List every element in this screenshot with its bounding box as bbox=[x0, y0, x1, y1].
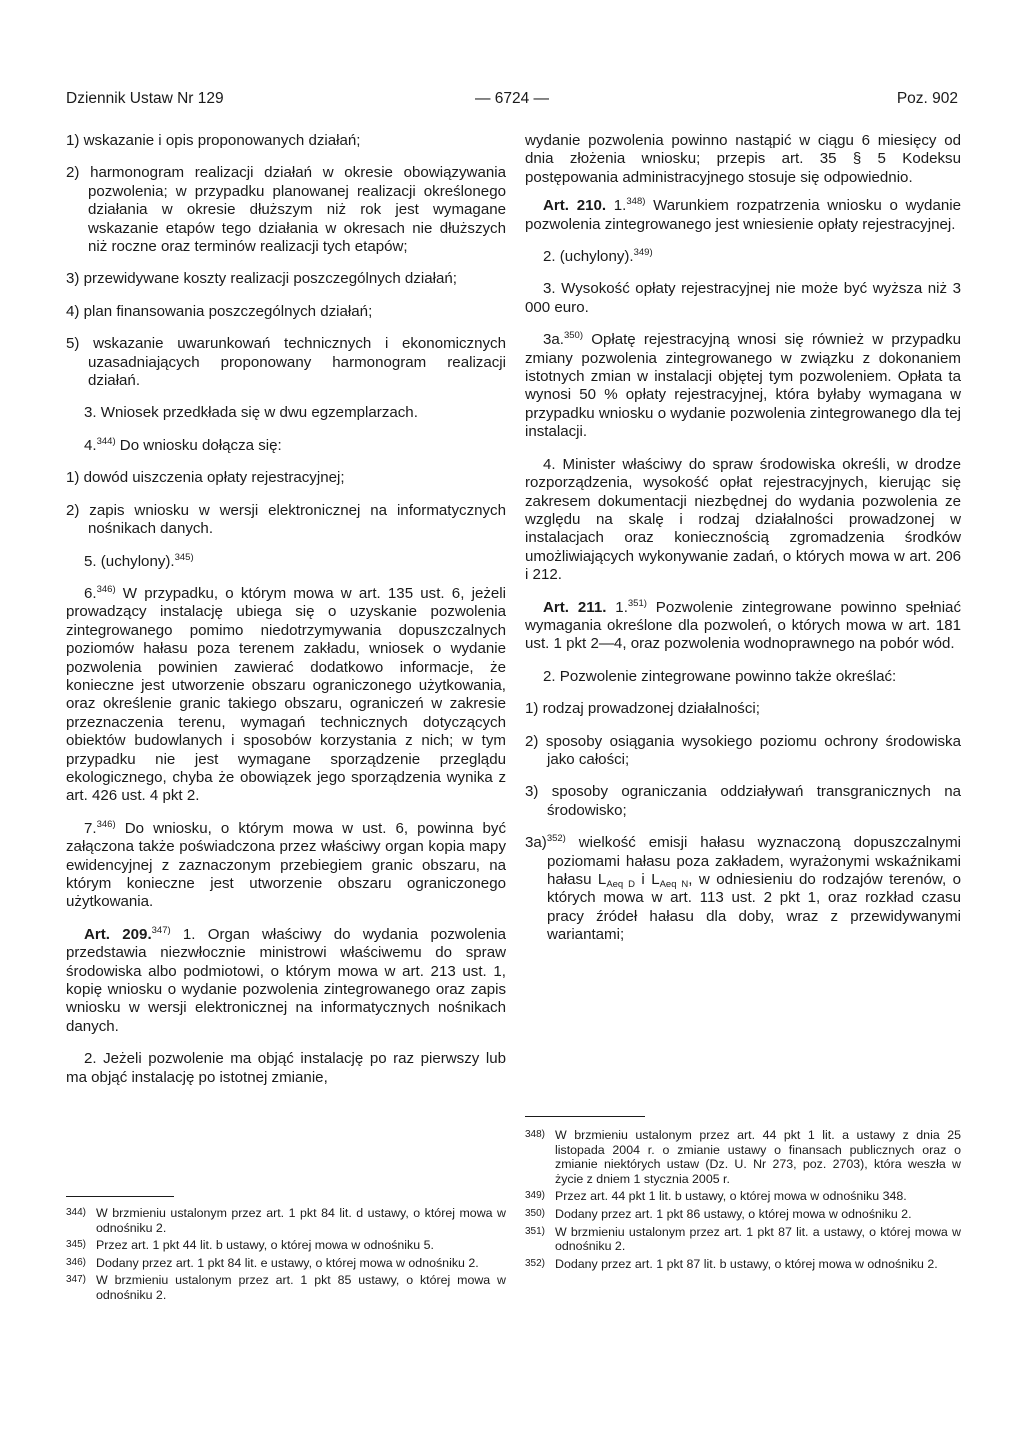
footnote-text: Przez art. 44 pkt 1 lit. b ustawy, o której mowa w odnośniku 348. bbox=[555, 1189, 907, 1204]
footnote-ref: 345) bbox=[174, 551, 194, 563]
footnote-ref: 344) bbox=[96, 435, 116, 447]
footnote-ref: 347) bbox=[151, 924, 171, 936]
footnote bbox=[66, 1206, 506, 1235]
article-label: Art. 209. bbox=[84, 925, 152, 943]
footnote bbox=[525, 1128, 961, 1186]
footnote bbox=[525, 1189, 961, 1204]
paragraph: 5. (uchylony).$^{345)}$ bbox=[84, 551, 194, 570]
paragraph: 7.$^{346)}$ Do wniosku, o którym mowa w ust. 6, powinna być załączona także poświadczona przez właściwy organ kopia mapy ewidencyjnej z zaznaczonym przebiegiem granic obszaru, na którym konieczne jest utworzenie obszaru ograniczonego użytkowania. bbox=[66, 818, 506, 911]
paragraph: 2. Jeżeli pozwolenie ma objąć instalację po raz pierwszy lub ma objąć instalację po istotnej zmianie, bbox=[66, 1050, 506, 1086]
left-column bbox=[66, 132, 506, 1101]
paragraph: 3a.$^{350)}$ Opłatę rejestracyjną wnosi się również w przypadku zmiany pozwolenia zintegrowanego w związku z dokonaniem istotnych zmian w instalacji objętej tym pozwoleniem. Opłata ta wynosi 50 % opłaty rejestracyjnej, która byłaby wymagana w przypadku wniosku o wydanie pozwolenia zintegrowanego dla tej instalacji. bbox=[525, 330, 961, 441]
right-column bbox=[525, 132, 961, 959]
footnote bbox=[525, 1257, 961, 1272]
paragraph: wydanie pozwolenia powinno nastąpić w ciągu 6 miesięcy od dnia złożenia wniosku; przepis art. 35 § 5 Kodeksu postępowania administracyjnego stosuje się odpowiednio. bbox=[525, 132, 961, 186]
footnote-text: W brzmieniu ustalonym przez art. 44 pkt 1 lit. a ustawy z dnia 25 listopada 2004 r. o zmianie ustawy o finansach publicznych oraz o zmianie niektórych ustaw (Dz. U. Nr 273, poz. 2703), która weszła w życie z dniem 1 stycznia 2005 r. bbox=[555, 1128, 961, 1186]
footnote-number: 344) bbox=[66, 1207, 87, 1218]
footnote-text: W brzmieniu ustalonym przez art. 1 pkt 84 lit. d ustawy, o której mowa w odnośniku 2. bbox=[96, 1206, 506, 1235]
list-item: 3) sposoby ograniczania oddziaływań transgranicznych na środowisko; bbox=[525, 783, 961, 819]
footnote-ref: 346) bbox=[96, 818, 116, 830]
list-item: 3a)$^{352)}$ wielkość emisji hałasu wyznaczoną dopuszczalnymi poziomami hałasu poza zakładem, wyrażonymi wskaźnikami hałasu $L_{Aeq D}$ i $L_{Aeq N}$, w odniesieniu do rodzajów terenów, o których mowa w art. 113 ust. 2 pkt 1, oraz rozkład czasu pracy źródeł hałasu dla doby, wraz z przewidywanymi wariantami; bbox=[525, 833, 961, 944]
footnote bbox=[66, 1273, 506, 1302]
footnote-ref: 348) bbox=[626, 196, 646, 208]
footnote-ref: 352) bbox=[546, 833, 566, 845]
page-number: — 6724 — bbox=[474, 90, 550, 107]
footnote-text: Dodany przez art. 1 pkt 86 ustawy, o której mowa w odnośniku 2. bbox=[555, 1206, 912, 1221]
article-label: Art. 210. bbox=[543, 197, 607, 215]
journal-title: Dziennik Ustaw Nr 129 bbox=[66, 90, 224, 107]
footnote-number: 345) bbox=[66, 1239, 87, 1251]
article-211: Art. 211. 1.$^{351)}$ Pozwolenie zintegrowane powinno spełniać wymagania określone dla pozwoleń, o których mowa w art. 181 ust. 1 pkt 2—4, oraz pozwolenia wodnoprawnego na pobór wód. bbox=[525, 597, 961, 653]
page-header bbox=[66, 90, 958, 112]
footnote-text: Przez art. 1 pkt 44 lit. b ustawy, o której mowa w odnośniku 5. bbox=[96, 1238, 434, 1253]
footnote-ref: 351) bbox=[627, 597, 647, 609]
paragraph: 3. Wniosek przedkłada się w dwu egzemplarzach. bbox=[84, 404, 418, 422]
footnote-divider bbox=[525, 1116, 645, 1117]
footnote-number: 348) bbox=[525, 1129, 546, 1140]
paragraph: 6.$^{346)}$ W przypadku, o którym mowa w art. 135 ust. 6, jeżeli prowadzący instalację ubiega się o uzyskanie pozwolenia zintegrowanego pomimo niedotrzymywania dopuszczalnych poziomów hałasu poza terenem zakładu, wniosek o wydanie pozwolenia powinien zawierać dodatkowo informacje, że konieczne jest utworzenie obszaru ograniczonego użytkowania, oraz określenie granic takiego obszaru, ograniczeń w zakresie przeznaczenia terenu, wymagań technicznych dotyczących obiektów budowlanych i sposobów korzystania z nich; w tym przypadku nie jest wymagane sporządzenie przeglądu ekologicznego, chyba że obowiązek jego sporządzenia wynika z art. 426 ust. 4 pkt 2. bbox=[66, 583, 506, 805]
footnote bbox=[66, 1256, 506, 1271]
footnote-ref: 349) bbox=[633, 247, 653, 259]
footnote-number: 349) bbox=[525, 1190, 546, 1202]
article-209: Art. 209.$^{347)}$ 1. Organ właściwy do wydania pozwolenia przedstawia niezwłocznie ministrowi właściwemu do spraw środowiska albo podmiotowi, o którym mowa w art. 213 ust. 1, kopię wniosku o wydanie pozwolenia zintegrowanego oraz zapis wniosku w wersji elektronicznej na informatycznych nośnikach danych. bbox=[66, 924, 506, 1035]
list-item: 2) zapis wniosku w wersji elektronicznej na informatycznych nośnikach danych. bbox=[66, 501, 506, 538]
footnotes-left bbox=[66, 1206, 506, 1306]
footnote-number: 346) bbox=[66, 1256, 87, 1268]
footnote-ref: 350) bbox=[563, 330, 583, 342]
list-item: 4) plan finansowania poszczególnych działań; bbox=[66, 302, 373, 320]
footnote-text: W brzmieniu ustalonym przez art. 1 pkt 85 ustawy, o której mowa w odnośniku 2. bbox=[96, 1273, 506, 1302]
footnote-text: Dodany przez art. 1 pkt 84 lit. e ustawy, o której mowa w odnośniku 2. bbox=[96, 1255, 479, 1270]
footnote-text: Dodany przez art. 1 pkt 87 lit. b ustawy, o której mowa w odnośniku 2. bbox=[555, 1256, 938, 1271]
position-number: Poz. 902 bbox=[896, 90, 958, 107]
paragraph: 3. Wysokość opłaty rejestracyjnej nie może być wyższa niż 3 000 euro. bbox=[525, 280, 961, 316]
list-item: 1) dowód uiszczenia opłaty rejestracyjnej; bbox=[66, 469, 345, 487]
article-210: Art. 210. 1.$^{348)}$ Warunkiem rozpatrzenia wniosku o wydanie pozwolenia zintegrowanego jest wniesienie opłaty rejestracyjnej. bbox=[525, 196, 961, 233]
list-item: 1) rodzaj prowadzonej działalności; bbox=[525, 700, 760, 718]
footnote-divider bbox=[66, 1196, 174, 1197]
paragraph: 2. (uchylony).$^{349)}$ bbox=[543, 247, 653, 266]
article-label: Art. 211. bbox=[543, 598, 607, 616]
list-item: 2) harmonogram realizacji działań w okresie obowiązywania pozwolenia; w przypadku planowanej realizacji określonego działania w okresie dłuższym niż rok jest wymagane wskazanie etapów tego działania w okresach nie dłuższych niż roczne oraz terminów realizacji tych etapów; bbox=[66, 164, 506, 256]
footnote-number: 350) bbox=[525, 1207, 546, 1219]
list-item: 1) wskazanie i opis proponowanych działań; bbox=[66, 132, 361, 149]
list-item: 2) sposoby osiągania wysokiego poziomu ochrony środowiska jako całości; bbox=[525, 732, 961, 768]
footnote-number: 351) bbox=[525, 1225, 546, 1237]
footnote bbox=[525, 1207, 961, 1222]
paragraph: 4. Minister właściwy do spraw środowiska określi, w drodze rozporządzenia, wysokość opłat rejestracyjnych, kierując się zakresem dokumentacji niezbędnej do wydania pozwolenia ze względu na skalę i rodzaj działalności prowadzonej w instalacjach oraz koniecznością zgromadzenia środków umożliwiających wykonywanie zadań, o których mowa w art. 206 i 212. bbox=[525, 455, 961, 584]
footnote bbox=[66, 1238, 506, 1253]
paragraph: 2. Pozwolenie zintegrowane powinno także określać: bbox=[543, 667, 897, 685]
list-item: 3) przewidywane koszty realizacji poszczególnych działań; bbox=[66, 270, 457, 288]
footnote-number: 347) bbox=[66, 1274, 87, 1286]
footnote-ref: 346) bbox=[96, 583, 116, 595]
list-item: 5) wskazanie uwarunkowań technicznych i ekonomicznych uzasadniających proponowany harmonogram realizacji działań. bbox=[66, 335, 506, 390]
paragraph: 4.$^{344)}$ Do wniosku dołącza się: bbox=[84, 435, 282, 454]
footnote-number: 352) bbox=[525, 1257, 546, 1269]
footnote-text: W brzmieniu ustalonym przez art. 1 pkt 87 lit. a ustawy, o której mowa w odnośniku 2. bbox=[555, 1224, 961, 1254]
footnote bbox=[525, 1225, 961, 1254]
footnotes-right bbox=[525, 1128, 961, 1274]
